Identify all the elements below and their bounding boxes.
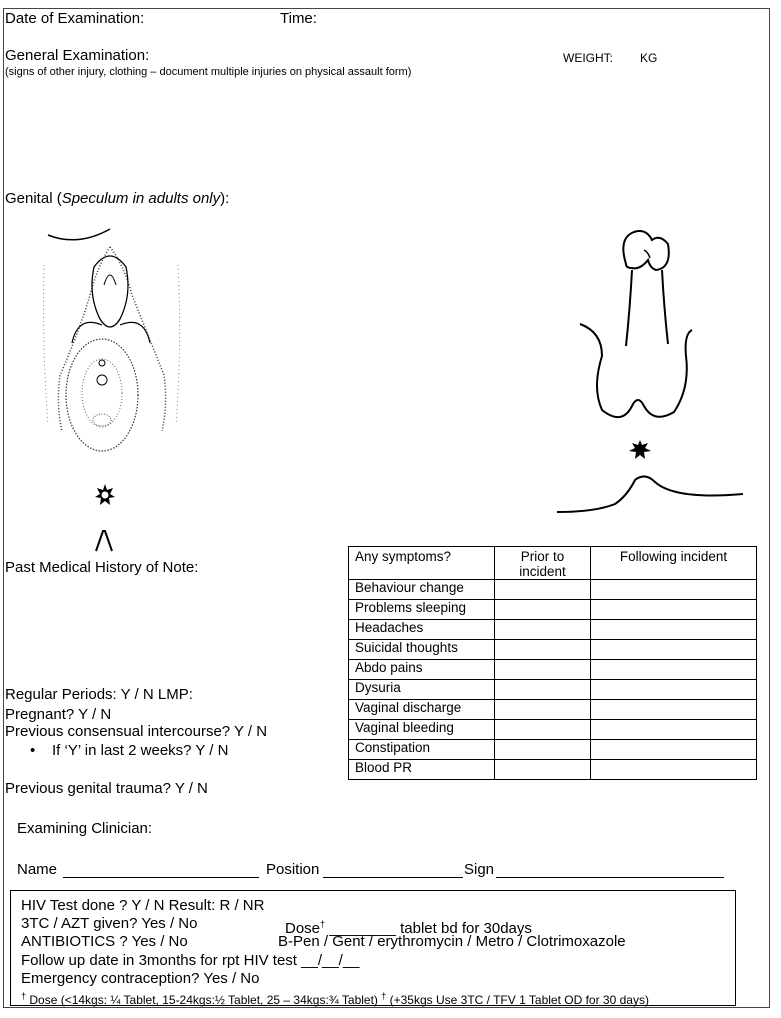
symptom-label: Abdo pains: [349, 660, 495, 680]
following-cell[interactable]: [591, 580, 757, 600]
prior-cell[interactable]: [495, 740, 591, 760]
hiv-section: [10, 890, 736, 1006]
table-row: [349, 640, 757, 660]
antibiotics-field: ANTIBIOTICS ? Yes / No: [21, 933, 188, 950]
name-field[interactable]: [63, 877, 259, 878]
table-header-row: [349, 547, 757, 580]
following-cell[interactable]: [591, 660, 757, 680]
general-exam-title: General Examination:: [5, 47, 150, 64]
azt-given-field: 3TC / AZT given? Yes / No: [21, 915, 198, 932]
header-any-symptoms: Any symptoms?: [349, 547, 495, 580]
following-cell[interactable]: [591, 640, 757, 660]
sign-label: Sign: [464, 861, 495, 878]
past-medical-history-label: Past Medical History of Note:: [5, 559, 199, 576]
table-row: [349, 760, 757, 780]
prior-cell[interactable]: [495, 660, 591, 680]
sign-field[interactable]: [496, 877, 724, 878]
weight-unit: KG: [640, 51, 658, 65]
following-cell[interactable]: [591, 720, 757, 740]
prior-cell[interactable]: [495, 700, 591, 720]
follow-up-field: Follow up date in 3months for rpt HIV test __/__/__: [21, 952, 360, 969]
prior-cell[interactable]: [495, 640, 591, 660]
table-row: [349, 600, 757, 620]
genital-label: Genital (Speculum in adults only):: [5, 190, 230, 207]
table-row: [349, 620, 757, 640]
following-cell[interactable]: [591, 620, 757, 640]
symptom-label: Headaches: [349, 620, 495, 640]
buttocks-curve: [555, 470, 745, 516]
prior-cell[interactable]: [495, 580, 591, 600]
symptom-label: Problems sleeping: [349, 600, 495, 620]
symptoms-table: [348, 546, 757, 780]
antibiotics-options: B-Pen / Gent / erythromycin / Metro / Clotrimoxazole: [278, 933, 626, 950]
prior-cell[interactable]: [495, 760, 591, 780]
table-row: [349, 580, 757, 600]
following-cell[interactable]: [591, 680, 757, 700]
table-row: [349, 660, 757, 680]
male-anus-icon: [628, 439, 652, 461]
name-label: Name: [17, 861, 58, 878]
header-prior: Prior to incident: [495, 547, 591, 580]
prior-cell[interactable]: [495, 620, 591, 640]
symptom-label: Blood PR: [349, 760, 495, 780]
prior-cell[interactable]: [495, 600, 591, 620]
dose-footnote: † Dose (<14kgs: ¼ Tablet, 15-24kgs:½ Tablet, 25 – 34kgs:¾ Tablet) † (+35kgs Use 3TC / TFV 1 Tablet OD for 30 days): [21, 991, 649, 1007]
time-label: Time:: [280, 10, 317, 27]
dose-field: Dose† ________ tablet bd for 30days: [285, 919, 532, 937]
general-exam-subtitle: (signs of other injury, clothing – document multiple injuries on physical assault form): [5, 66, 412, 78]
following-cell[interactable]: [591, 760, 757, 780]
prior-cell[interactable]: [495, 680, 591, 700]
position-field[interactable]: [323, 877, 463, 878]
prior-cell[interactable]: [495, 720, 591, 740]
last-two-weeks-field: If ‘Y’ in last 2 weeks? Y / N: [52, 742, 229, 759]
female-anus-icon: [94, 483, 116, 507]
symptom-label: Behaviour change: [349, 580, 495, 600]
symptom-label: Suicidal thoughts: [349, 640, 495, 660]
weight-label: WEIGHT:: [563, 51, 613, 65]
regular-periods-field: Regular Periods: Y / N LMP:: [5, 686, 193, 703]
male-genital-diagram: [580, 228, 700, 424]
position-label: Position: [266, 861, 320, 878]
hiv-test-field: HIV Test done ? Y / N Result: R / NR: [21, 897, 265, 914]
genital-trauma-field: Previous genital trauma? Y / N: [5, 780, 208, 797]
table-row: [349, 720, 757, 740]
table-row: [349, 740, 757, 760]
header-following: Following incident: [591, 547, 757, 580]
table-row: [349, 680, 757, 700]
bullet-icon: •: [30, 742, 36, 759]
consensual-intercourse-field: Previous consensual intercourse? Y / N: [5, 723, 268, 740]
symptom-label: Vaginal bleeding: [349, 720, 495, 740]
perineum-lines: [94, 529, 114, 553]
following-cell[interactable]: [591, 740, 757, 760]
following-cell[interactable]: [591, 700, 757, 720]
female-genital-diagram: [38, 225, 188, 465]
pregnant-field: Pregnant? Y / N: [5, 706, 112, 723]
following-cell[interactable]: [591, 600, 757, 620]
examining-clinician-label: Examining Clinician:: [17, 820, 153, 837]
table-row: [349, 700, 757, 720]
symptom-label: Vaginal discharge: [349, 700, 495, 720]
date-label: Date of Examination:: [5, 10, 145, 27]
emergency-contraception-field: Emergency contraception? Yes / No: [21, 970, 260, 987]
symptom-label: Constipation: [349, 740, 495, 760]
symptom-label: Dysuria: [349, 680, 495, 700]
